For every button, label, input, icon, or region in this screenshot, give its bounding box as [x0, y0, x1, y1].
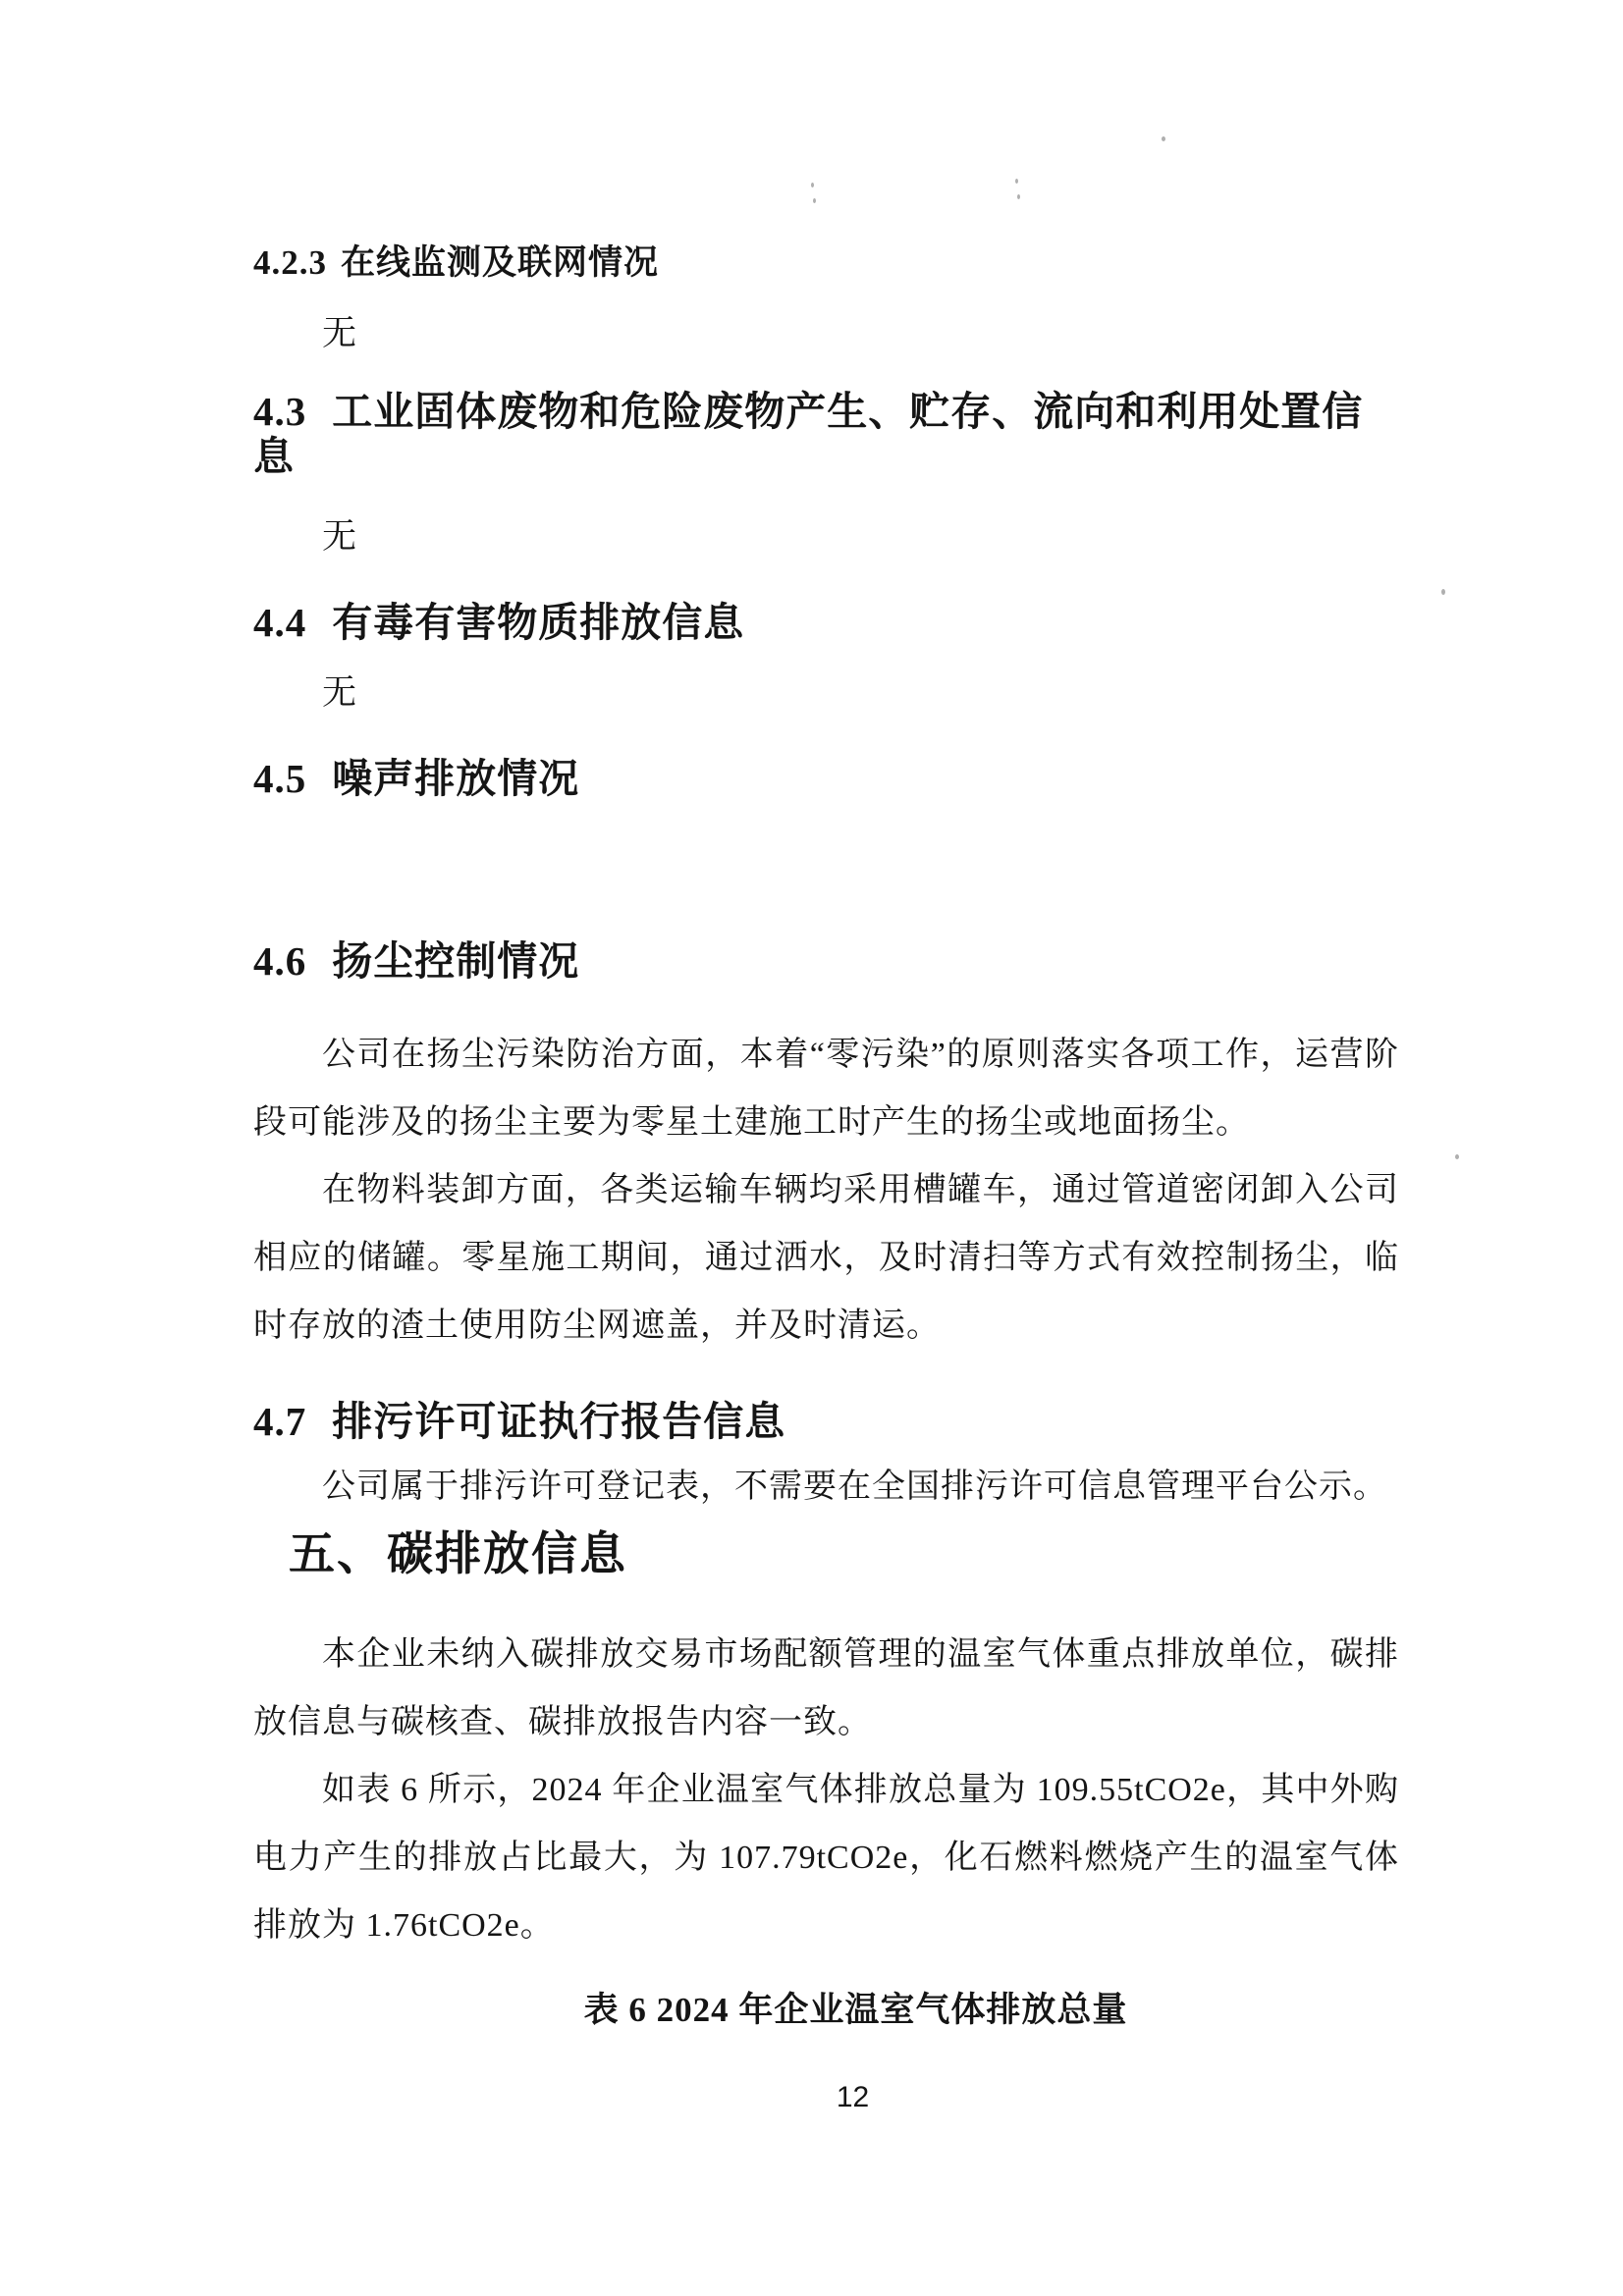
- section-heading-4-5: [253, 756, 1399, 801]
- section-title: 工业固体废物和危险废物产生、贮存、流向和利用处置信息: [253, 389, 1364, 479]
- section-title: 有毒有害物质排放信息: [332, 600, 745, 645]
- page-content: [253, 0, 1399, 2114]
- section-title: 在线监测及联网情况: [341, 243, 660, 282]
- section-number: 4.5: [253, 756, 307, 801]
- section-number: 4.3: [253, 389, 307, 434]
- section-number: 4.4: [253, 600, 307, 645]
- section-heading-4-7: [253, 1399, 1399, 1444]
- table-caption: 表 6 2024 年企业温室气体排放总量: [583, 1991, 1128, 2029]
- section-body-none: 无: [322, 517, 357, 556]
- body-paragraph: 公司属于排污许可登记表，不需要在全国排污许可信息管理平台公示。: [322, 1468, 1387, 1505]
- body-paragraph: 本企业未纳入碳排放交易市场配额管理的温室气体重点排放单位，碳排放信息与碳核查、碳排放报告内容一致。: [253, 1636, 1399, 1740]
- section-title: 扬尘控制情况: [332, 938, 580, 984]
- scan-speck: [1441, 589, 1445, 595]
- section-heading-4-2-3: [253, 243, 1399, 283]
- section-title: 排污许可证执行报告信息: [332, 1399, 786, 1444]
- section-number: 4.7: [253, 1399, 307, 1444]
- section-heading-4-4: [253, 600, 1399, 645]
- section-heading-4-3: [253, 389, 1399, 479]
- body-paragraph: 公司在扬尘污染防治方面，本着“零污染”的原则落实各项工作，运营阶段可能涉及的扬尘主要为零星土建施工时产生的扬尘或地面扬尘。: [253, 1037, 1399, 1141]
- body-paragraph: 如表 6 所示，2024 年企业温室气体排放总量为 109.55tCO2e，其中外购电力产生的排放占比最大，为 107.79tCO2e，化石燃料燃烧产生的温室气体排放为 1.76tCO2e。: [253, 1772, 1399, 1944]
- chapter-number: 五、: [289, 1529, 385, 1580]
- chapter-heading-5: [289, 1528, 1399, 1581]
- scan-speck: [1455, 1154, 1459, 1159]
- page-number: 12: [836, 2081, 870, 2113]
- section-number: 4.6: [253, 938, 307, 984]
- chapter-title: 碳排放信息: [387, 1529, 627, 1580]
- section-title: 噪声排放情况: [332, 756, 580, 801]
- body-paragraph: 在物料装卸方面，各类运输车辆均采用槽罐车，通过管道密闭卸入公司相应的储罐。零星施工期间，通过洒水，及时清扫等方式有效控制扬尘，临时存放的渣土使用防尘网遮盖，并及时清运。: [253, 1172, 1399, 1344]
- section-number: 4.2.3: [253, 243, 327, 282]
- section-body-none: 无: [322, 673, 357, 712]
- section-body-none: 无: [322, 314, 357, 352]
- section-heading-4-6: [253, 938, 1399, 984]
